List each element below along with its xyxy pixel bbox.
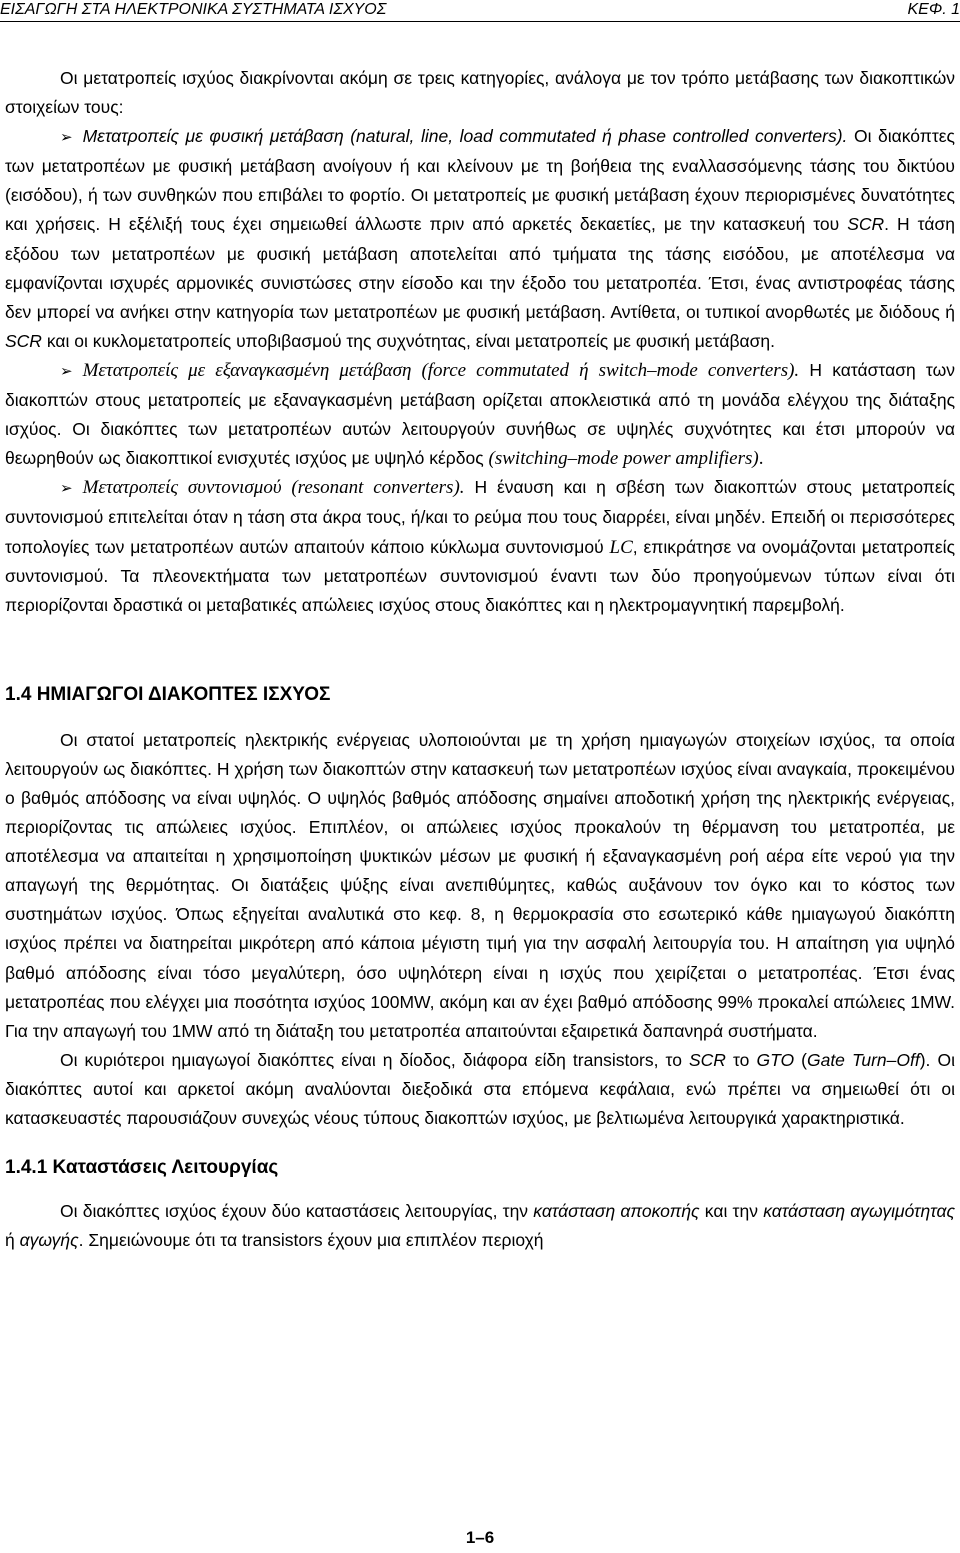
conduction-state-term: κατάσταση αγωγιμότητας bbox=[763, 1201, 955, 1222]
section-paragraph-1: Οι στατοί μετατροπείς ηλεκτρικής ενέργειας υλοποιούνται με τη χρήση ημιαγωγών στοιχείων ισχύος, τα οποία λειτουργούν ως διακόπτες. Η χρήση των διακοπτών στην κατασκευή των μετατροπέων ισχύος είναι αναγκαία, προκειμένου ο βαθμός απόδοσης να είναι υψηλός. Ο υψηλός βαθμός απόδοσης σημαίνει αποδοτική χρήση της ηλεκτρικής ενέργειας, περιορίζοντας τις απώλειες ισχύος. Επιπλέον, οι απώλειες ισχύος προκαλούν τη θέρμανση του μετατροπέα, με αποτέλεσμα να απαιτείται η χρησιμοποίηση ψυκτικών μέσων με φυσική ή εξαναγκασμένη ροή αέρα είτε νερού για την απαγωγή της θερμότητας. Οι διατάξεις ψύξης είναι ανεπιθύμητες, καθώς αυξάνουν τον όγκο και το κόστος των συστημάτων ισχύος. Όπως εξηγείται αναλυτικά στο κεφ. 8, η θερμοκρασία στο εσωτερικό κάθε ημιαγωγού διακόπτη ισχύος πρέπει να διατηρείται μικρότερη από κάποια μέγιστη τιμή για την ασφαλή λειτουργία του. Η απαίτηση για υψηλό βαθμό απόδοσης είναι τόσο μεγαλύτερη, όσο υψηλότερη είναι η ισχύς που χειρίζεται ο μετατροπέας. Έτσι ένας μετατροπέας που ελέγχει μια ποσότητα ισχύος 100MW, ακόμη και αν έχει βαθμό απόδοσης 99% προκαλεί απώλειες 1MW. Για την απαγωγή του 1MW από τη διάταξη του μετατροπέα απαιτούνται εξαιρετικά δαπανηρά συστήματα. bbox=[5, 729, 955, 1041]
arrow-bullet-icon: ➢ bbox=[60, 128, 73, 147]
subsection-p-c: ή bbox=[5, 1230, 20, 1251]
section-p2-c: ( bbox=[794, 1049, 807, 1070]
bullet-forced bbox=[5, 356, 955, 473]
bullet-resonant bbox=[5, 473, 955, 619]
section-paragraph-2 bbox=[5, 1046, 955, 1133]
section-heading: 1.4 ΗΜΙΑΓΩΓΟΙ ΔΙΑΚΟΠΤΕΣ ΙΣΧΥΟΣ bbox=[5, 683, 331, 705]
bullet-forced-title: Μετατροπείς με εξαναγκασμένη μετάβαση (force commutated ή switch–mode converters). bbox=[82, 359, 800, 381]
cutoff-state-term: κατάσταση αποκοπής bbox=[533, 1201, 700, 1222]
header-chapter: ΚΕΦ. 1 bbox=[907, 1, 960, 18]
bullet-resonant-text-b: , επικράτησε να ονομάζονται μετατροπείς συντονισμού. Τα πλεονεκτήματα των μετατροπέων συντονισμού έναντι των δύο προηγούμενων τύπων είναι ότι περιορίζονται δραστικά οι μεταβατικές απώλειες ισχύος στους διακόπτες και η ηλεκτρομαγνητική παρεμβολή. bbox=[5, 536, 955, 615]
conduction-term: αγωγής bbox=[19, 1230, 79, 1251]
bullet-natural bbox=[5, 122, 955, 356]
bullet-natural-title: Μετατροπείς με φυσική μετάβαση (natural, line, load commutated ή phase controlled converters). bbox=[82, 126, 848, 147]
section-p2-d: ). Οι διακόπτες αυτοί και αρκετοί ακόμη αναλύονται διεξοδικά στα επόμενα κεφάλαια, ενώ πρέπει να σημειωθεί ότι οι κατασκευαστές παρουσιάζουν συνεχώς νέους τύπους διακοπτών ισχύος, με βελτιωμένα λειτουργικά χαρακτηριστικά. bbox=[5, 1049, 955, 1128]
page-number: 1–6 bbox=[465, 1528, 495, 1547]
bullet-forced-text-a: Η κατάσταση των διακοπτών στους μετατροπείς με εξαναγκασμένη μετάβαση ορίζεται αποκλειστικά από τη μονάδα ελέγχου της διάταξης ισχύος. Οι διακόπτες των μετατροπέων αυτών λειτουργούν συνήθως σε υψηλές συχνότητες και έτσι μπορούν να θεωρηθούν ως διακοπτικοί ενισχυτές ισχύος με υψηλό κέρδος bbox=[5, 359, 956, 469]
header-title: ΕΙΣΑΓΩΓΗ ΣΤΑ ΗΛΕΚΤΡΟΝΙΚΑ ΣΥΣΤΗΜΑΤΑ ΙΣΧΥΟΣ bbox=[0, 1, 387, 18]
lc-term: LC bbox=[609, 536, 633, 558]
bullet-resonant-title: Μετατροπείς συντονισμού (resonant converters). bbox=[82, 477, 465, 499]
bullet-natural-text-a: Οι διακόπτες των μετατροπέων με φυσική μετάβαση ανοίγουν ή και κλείνουν με τη βοήθεια της εναλλασσόμενης τάσης του δικτύου (εισόδου), ή των συνθηκών που επιβάλει το φορτίο. Οι μετατροπείς με φυσική μετάβαση έχουν περιορισμένες δυνατότητες και χρήσεις. bbox=[5, 126, 955, 235]
gate-turn-off-term: Gate Turn–Off bbox=[806, 1049, 920, 1070]
bullet-natural-text-b: Η εξέλιξή τους έχει σημειωθεί άλλωστε πριν από αρκετές δεκαετίες, με την κατασκευή του bbox=[100, 214, 848, 235]
subsection-p-d: . Σημειώνουμε ότι τα transistors έχουν μια επιπλέον περιοχή bbox=[78, 1230, 544, 1251]
scr-term: SCR bbox=[5, 330, 42, 351]
section-p2-b: το bbox=[725, 1049, 757, 1070]
bullet-forced-italic: (switching–mode power amplifiers) bbox=[488, 448, 759, 470]
subsection-p-a: Οι διακόπτες ισχύος έχουν δύο καταστάσεις λειτουργίας, την bbox=[60, 1201, 534, 1222]
page-header bbox=[0, 0, 960, 22]
bullet-forced-text-b: . bbox=[758, 448, 764, 470]
intro-paragraph: Οι μετατροπείς ισχύος διακρίνονται ακόμη σε τρεις κατηγορίες, ανάλογα με τον τρόπο μετάβασης των διακοπτικών στοιχείων τους: bbox=[5, 68, 955, 118]
subsection-p-b: και την bbox=[699, 1201, 764, 1222]
scr-term: SCR bbox=[847, 214, 885, 235]
arrow-bullet-icon: ➢ bbox=[60, 479, 73, 498]
subsection-paragraph bbox=[5, 1197, 955, 1255]
scr-term: SCR bbox=[689, 1049, 726, 1070]
bullet-resonant-text-a: Η έναυση και η σβέση των διακοπτών στους μετατροπείς συντονισμού επιτελείται όταν η τάση στα άκρα τους, ή/και το ρεύμα που τους διαρρέει, είναι μηδέν. Επειδή οι περισσότερες τοπολογίες των μετατροπέων αυτών απαιτούν κάποιο κύκλωμα συντονισμού bbox=[5, 477, 956, 557]
page-body bbox=[5, 64, 955, 1255]
bullet-natural-text-c: . Η τάση εξόδου των μετατροπέων με φυσική μετάβαση αποτελείται από τμήματα της τάσης εισόδου, με αποτέλεσμα να εμφανίζονται ισχυρές αρμονικές συνιστώσες στην είσοδο και την έξοδο του μετατροπέα. Έτσι, ένας αντιστροφέας τάσης δεν μπορεί να ανήκει στην κατηγορία των μετατροπέων με φυσική μετάβαση. Αντίθετα, οι τυπικοί ανορθωτές με διόδους ή bbox=[5, 214, 956, 322]
bullet-natural-text-d: και οι κυκλομετατροπείς υποβιβασμού της συχνότητας, είναι μετατροπείς με φυσική μετάβαση. bbox=[41, 330, 776, 351]
header-rule bbox=[0, 21, 960, 22]
subsection-heading: 1.4.1 Καταστάσεις Λειτουργίας bbox=[5, 1157, 279, 1179]
section-p2-a: Οι κυριότεροι ημιαγωγοί διακόπτες είναι η δίοδος, διάφορα είδη transistors, το bbox=[60, 1049, 689, 1070]
gto-term: GTO bbox=[756, 1049, 795, 1070]
arrow-bullet-icon: ➢ bbox=[60, 361, 73, 380]
